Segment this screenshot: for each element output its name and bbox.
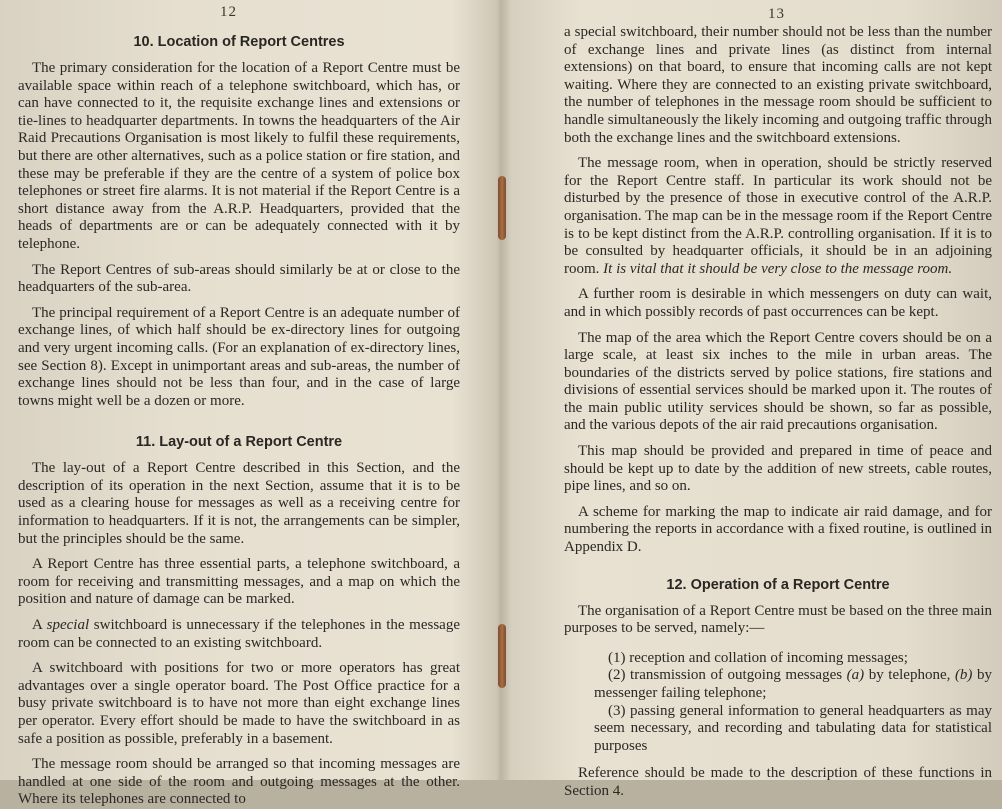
paragraph	[18, 617, 460, 652]
paragraph: The Report Centres of sub-areas should similarly be at or close to the headquarters of the sub-area.	[18, 261, 460, 296]
paragraph: The lay-out of a Report Centre described in this Section, and the description of its operation in the next Section, assume that it is to be used as a clearing house for messages as well as a receiving centre for information to headquarters. If it is not, the arrangements can be simpler, but the principles should be the same.	[18, 460, 460, 547]
text-run: by telephone,	[864, 667, 955, 684]
paragraph: This map should be provided and prepared in time of peace and should be kept up to date by the addition of new streets, cable routes, pipe lines, and so on.	[564, 443, 992, 495]
paragraph: The message room should be arranged so that incoming messages are handled at one side of the room and outgoing messages at the other. Where its telephones are connected to	[18, 756, 460, 808]
paragraph: A scheme for marking the map to indicate air raid damage, and for numbering the reports in accordance with a fixed routine, is outlined in Appendix D.	[564, 503, 992, 556]
paragraph	[564, 155, 992, 278]
list-item-text: (3) passing general information to general headquarters as may seem necessary, and recording and tabulating data for statistical purposes	[594, 702, 992, 754]
list-item	[564, 650, 992, 668]
paragraph: A switchboard with positions for two or more operators has great advantages over a single operator board. The Post Office practice for a busy private switchboard is to have not more than eight exchange lines per operator. Every effort should be made to have the switchboard in as safe a position as possible, preferably in a basement.	[18, 660, 460, 747]
text-run: by messenger failing telephone;	[594, 667, 993, 701]
right-page	[506, 0, 1002, 799]
section-heading: 11. Lay-out of a Report Centre	[135, 434, 343, 451]
paragraph: The map of the area which the Report Centre covers should be on a large scale, at least six inches to the mile in urban areas. The boundaries of the districts served by police stations, fire stations and divisions of essential services should be marked upon it. The routes of the main public utility services should be shown, so far as possible, and the various depots of the air raid precautions organisation.	[564, 329, 992, 434]
emphasis: special	[46, 617, 90, 634]
section-heading: 10. Location of Report Centres	[133, 34, 345, 50]
paragraph: The principal requirement of a Report Centre is an adequate number of exchange lines, of which half should be ex-directory lines for outgoing and very urgent incoming calls. (For an explanation of ex-directory lines, see Section 8). Except in unimportant areas and sub-areas, the number of exchange lines should not be less than four, and in the case of large towns might well be a dozen or more.	[18, 304, 460, 409]
list-item-text: (1) reception and collation of incoming messages;	[608, 649, 908, 666]
paragraph: The organisation of a Report Centre must be based on the three main purposes to be served, namely:—	[564, 602, 992, 637]
page-number: 13	[768, 6, 785, 22]
list-item	[564, 703, 992, 756]
section-heading: 12. Operation of a Report Centre	[666, 576, 890, 593]
text-run: The message room, when in operation, should be strictly reserved for the Report Centre staff. In particular its work should not be disturbed by the presence of those in executive control of the A.R.P. organisation. The map can be in the message room if the Report Centre is to be kept distinct from the A.R.P. controlling organisation. If it is to be consulted by headquarter officials, it should be in an adjoining room.	[564, 155, 992, 277]
paragraph: a special switchboard, their number should not be less than the number of exchange lines and private lines (as distinct from internal extensions) on that board, to ensure that incoming calls are not kept waiting. Where they are connected to an existing private switchboard, the number of telephones in the message room should be sufficient to handle simultaneously the likely incoming and outgoing traffic through both the exchange lines and the switchboard extensions.	[564, 24, 992, 146]
paragraph: The primary consideration for the location of a Report Centre must be available space within reach of a telephone switchboard, which has, or can have connected to it, the requisite exchange lines and extensions or tie-lines to headquarter departments. In towns the headquarters of the Air Raid Precautions Organisation is most likely to fulfil these requirements, but there are other alternatives, such as a police station or fire station, and these may be preferable if they are the centre of a system of police box telephones or street fire alarms. It is not material if the Report Centre is a short distance away from the A.R.P. Headquarters, provided that the heads of departments are or can be adequately connected with it by telephone.	[18, 60, 460, 252]
list-item-text	[594, 667, 992, 702]
text-run: (2) transmission of outgoing messages	[608, 667, 847, 684]
paragraph: A Report Centre has three essential parts, a telephone switchboard, a room for receiving and transmitting messages, and a map on which the position and nature of damage can be marked.	[18, 556, 460, 608]
text-run: A	[32, 617, 47, 634]
list-item	[564, 667, 992, 702]
page-number: 12	[220, 4, 237, 20]
emphasis: It is vital that it should be very close to the message room.	[603, 260, 953, 277]
emphasis: (a)	[846, 667, 865, 684]
text-run: switchboard is unnecessary if the telephones in the message room can be connected to an existing switchboard.	[18, 617, 460, 651]
emphasis: (b)	[954, 667, 973, 684]
left-page	[0, 0, 500, 808]
paragraph: A further room is desirable in which messengers on duty can wait, and in which possibly records of past occurrences can be kept.	[564, 286, 992, 320]
paragraph: Reference should be made to the description of these functions in Section 4.	[564, 765, 992, 799]
